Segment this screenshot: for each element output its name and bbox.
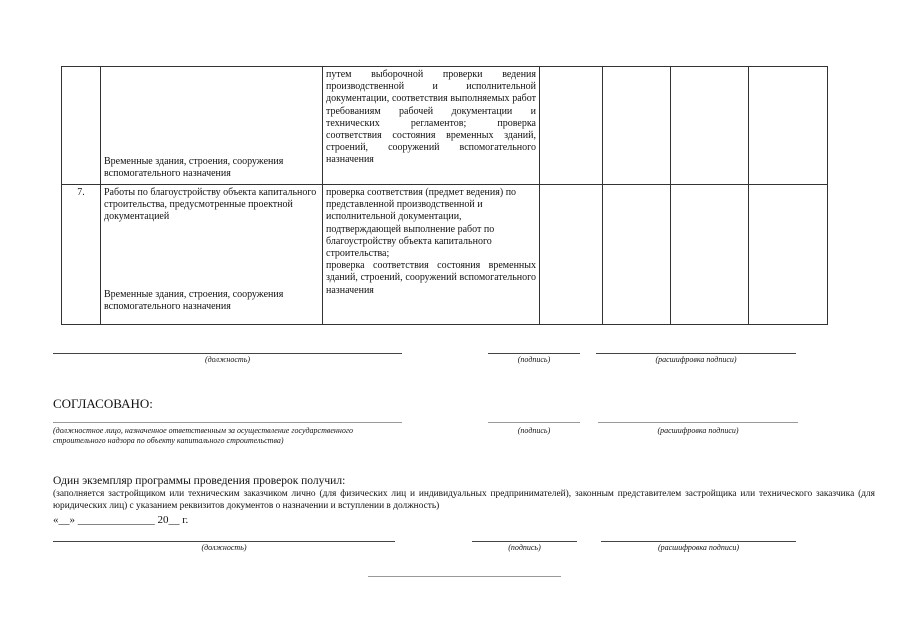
signature-caption: (подпись) bbox=[508, 543, 541, 552]
inspection-method-text: путем выборочной проверки ведения производственной и исполнительной документации, соответствия выполняемых работ требованиям рабочей документации и технических регламентов; проверка соответствия состояния временных зданий, строений, сооружений вспомогательного назначения bbox=[326, 69, 536, 166]
signature-line bbox=[472, 541, 577, 542]
official-caption: (должностное лицо, назначенное ответственным за осуществление государственного строительного надзора по объекту капитального строительства) bbox=[53, 426, 353, 445]
position-line bbox=[53, 541, 395, 542]
work-type-temp: Временные здания, строения, сооружения вспомогательного назначения bbox=[104, 288, 284, 312]
table-row bbox=[62, 67, 828, 185]
row-number-cell bbox=[62, 67, 101, 185]
decoding-caption: (расшифровка подписи) bbox=[657, 426, 739, 435]
table-row bbox=[62, 185, 828, 325]
inspection-method-cell bbox=[323, 185, 540, 325]
work-type-cell bbox=[101, 67, 323, 185]
inspection-table bbox=[61, 66, 828, 325]
work-type-main: Работы по благоустройству объекта капитального строительства, предусмотренные проектной документацией bbox=[104, 187, 317, 223]
inspection-method-temp: проверка соответствия состояния временных зданий, строений, сооружений вспомогательного назначения bbox=[326, 260, 536, 296]
position-caption: (должность) bbox=[201, 543, 247, 552]
signature-caption: (подпись) bbox=[517, 426, 551, 435]
footer-divider bbox=[368, 576, 561, 577]
table-cell bbox=[540, 67, 603, 185]
table-cell bbox=[749, 185, 828, 325]
signature-line bbox=[488, 422, 580, 423]
row-number-cell: 7. bbox=[62, 185, 101, 325]
position-caption: (должность) bbox=[204, 355, 251, 364]
receipt-title: Один экземпляр программы проведения проверок получил: bbox=[53, 475, 346, 487]
decoding-line bbox=[596, 353, 796, 354]
decoding-line bbox=[601, 541, 796, 542]
table-cell bbox=[603, 185, 671, 325]
table-cell bbox=[671, 185, 749, 325]
receipt-note: (заполняется застройщиком или техническим заказчиком лично (для физических лиц и индивидуальных предпринимателей), законным представителем застройщика или технического заказчика (для юридических лиц) с указанием реквизитов документов о назначении и вступлении в должность) bbox=[53, 489, 875, 511]
decoding-caption: (расшифровка подписи) bbox=[655, 355, 737, 364]
position-line bbox=[53, 353, 402, 354]
decoding-line bbox=[598, 422, 798, 423]
table-cell bbox=[671, 67, 749, 185]
date-line: «__» ______________ 20__ г. bbox=[53, 514, 189, 526]
approval-title: СОГЛАСОВАНО: bbox=[53, 396, 153, 411]
inspection-method-main: проверка соответствия (предмет ведения) по представленной производственной и исполнительной документации, подтверждающей выполнение работ по благоустройству объекта капитального строительства; bbox=[326, 187, 517, 260]
official-line bbox=[53, 422, 402, 423]
work-type-text: Временные здания, строения, сооружения вспомогательного назначения bbox=[104, 155, 284, 179]
table-cell bbox=[749, 67, 828, 185]
table-cell bbox=[540, 185, 603, 325]
signature-caption: (подпись) bbox=[517, 355, 551, 364]
table-cell bbox=[603, 67, 671, 185]
decoding-caption: (расшифровка подписи) bbox=[657, 543, 740, 552]
work-type-cell bbox=[101, 185, 323, 325]
signature-line bbox=[488, 353, 580, 354]
inspection-method-cell bbox=[323, 67, 540, 185]
